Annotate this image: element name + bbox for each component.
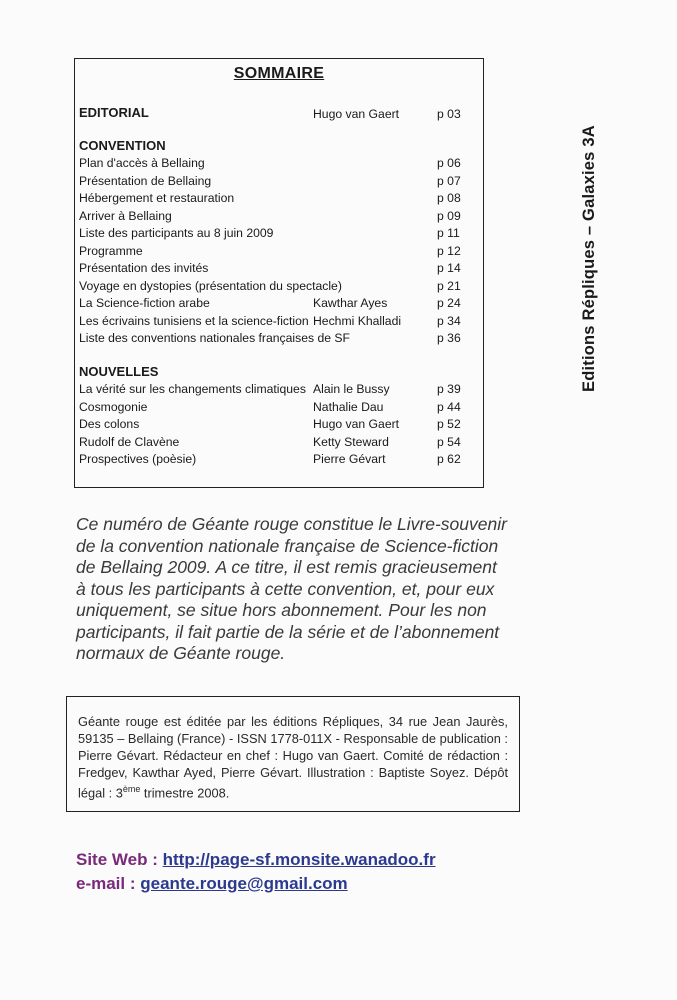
spine-publisher-text: Editions Répliques – Galaxies 3A [580, 125, 598, 392]
toc-entry-title: Liste des conventions nationales françaises de SF [79, 331, 350, 345]
toc-entry-title: Cosmogonie [79, 399, 148, 414]
intro-line: de Bellaing 2009. A ce titre, il est remis gracieusement [76, 557, 497, 577]
toc-entry-author: Pierre Gévart [313, 452, 386, 466]
toc-entry-page: p 34 [437, 313, 461, 328]
toc-entry-page: p 11 [437, 226, 460, 240]
section-heading-convention: CONVENTION [79, 138, 166, 153]
section-heading-nouvelles: NOUVELLES [79, 364, 159, 379]
intro-line: de la convention nationale française de Science-fiction [76, 535, 499, 556]
toc-entry-title: Voyage en dystopies (présentation du spectacle) [79, 278, 342, 293]
toc-entry-title: Prospectives (poèsie) [79, 452, 197, 466]
toc-entry-title: Programme [79, 243, 143, 258]
email-link[interactable]: geante.rouge@gmail.com [140, 874, 348, 893]
toc-entry-title: La Science-fiction arabe [79, 296, 210, 310]
toc-entry-title: Plan d'accès à Bellaing [79, 156, 205, 170]
toc-entry-title: Liste des participants au 8 juin 2009 [79, 226, 274, 240]
section-heading-editorial: EDITORIAL [79, 105, 149, 120]
toc-entry-title: Les écrivains tunisiens et la science-fiction [79, 313, 309, 328]
colophon-superscript: ème [122, 784, 141, 794]
toc-entry-author: Kawthar Ayes [313, 296, 388, 310]
intro-paragraph [76, 514, 516, 665]
intro-line: normaux de Géante rouge. [76, 643, 286, 663]
colophon-text: Géante rouge est éditée par les éditions Répliques, 34 rue Jean Jaurès, 59135 – Bellaing (France) - ISSN 1778-011X - Responsable de publication : Pierre Gévart. Rédacteur en chef : Hugo van Gaert. Comité de rédaction : Fredgev, Kawthar Ayed, Pierre Gévart. Illustration : Baptiste Soyez. Dépôt légal : 3 [78, 714, 508, 801]
toc-entry-author: Nathalie Dau [313, 399, 384, 414]
toc-entry-page: p 36 [437, 331, 461, 345]
intro-line: à tous les participants à cette convention, et, pour eux [76, 578, 495, 599]
toc-title: SOMMAIRE [233, 65, 325, 82]
toc-entry-title: Présentation des invités [79, 261, 209, 275]
toc-entry-author: Hugo van Gaert [313, 417, 400, 431]
toc-entry-page: p 24 [437, 296, 461, 310]
toc-entry-page: p 62 [437, 452, 461, 466]
toc-entry-title: Rudolf de Clavène [79, 434, 180, 449]
colophon-box [66, 696, 520, 812]
intro-line: participants, il fait partie de la série et de l’abonnement [76, 621, 500, 642]
intro-line: uniquement, se situe hors abonnement. Pour les non [76, 600, 487, 620]
website-link[interactable]: http://page-sf.monsite.wanadoo.fr [162, 850, 436, 869]
toc-entry-page: p 12 [437, 243, 461, 258]
toc-entry-page: p 09 [437, 208, 461, 223]
toc-entry-title: Hébergement et restauration [79, 191, 235, 205]
toc-entry-title: La vérité sur les changements climatiques [79, 382, 306, 396]
toc-entry-page: p 54 [437, 434, 461, 449]
toc-entry-page: p 06 [437, 156, 461, 170]
toc-entry-page: p 08 [437, 191, 461, 205]
toc-entry-page: p 07 [437, 173, 461, 188]
toc-entry-title: Arriver à Bellaing [79, 208, 172, 223]
toc-entry-page: p 39 [437, 382, 461, 396]
email-label: e-mail : [76, 874, 136, 893]
toc-entry-title: Présentation de Bellaing [79, 173, 212, 188]
toc-entry-author: Alain le Bussy [313, 382, 390, 396]
toc-page: p 03 [437, 107, 461, 121]
email-line [76, 874, 348, 894]
toc-entry-author: Ketty Steward [313, 434, 389, 449]
table-of-contents [74, 58, 484, 488]
website-label: Site Web : [76, 850, 158, 869]
colophon-text-end: trimestre 2008. [140, 785, 230, 801]
toc-author: Hugo van Gaert [313, 107, 400, 121]
toc-entry-page: p 52 [437, 417, 461, 431]
toc-entry-page: p 21 [437, 278, 461, 293]
toc-entry-title: Des colons [79, 417, 140, 431]
toc-entry-page: p 44 [437, 399, 461, 414]
toc-entry-page: p 14 [437, 261, 461, 275]
website-line [76, 850, 436, 870]
toc-entry-author: Hechmi Khalladi [313, 313, 402, 328]
intro-line: Ce numéro de Géante rouge constitue le Livre-souvenir [76, 514, 507, 534]
